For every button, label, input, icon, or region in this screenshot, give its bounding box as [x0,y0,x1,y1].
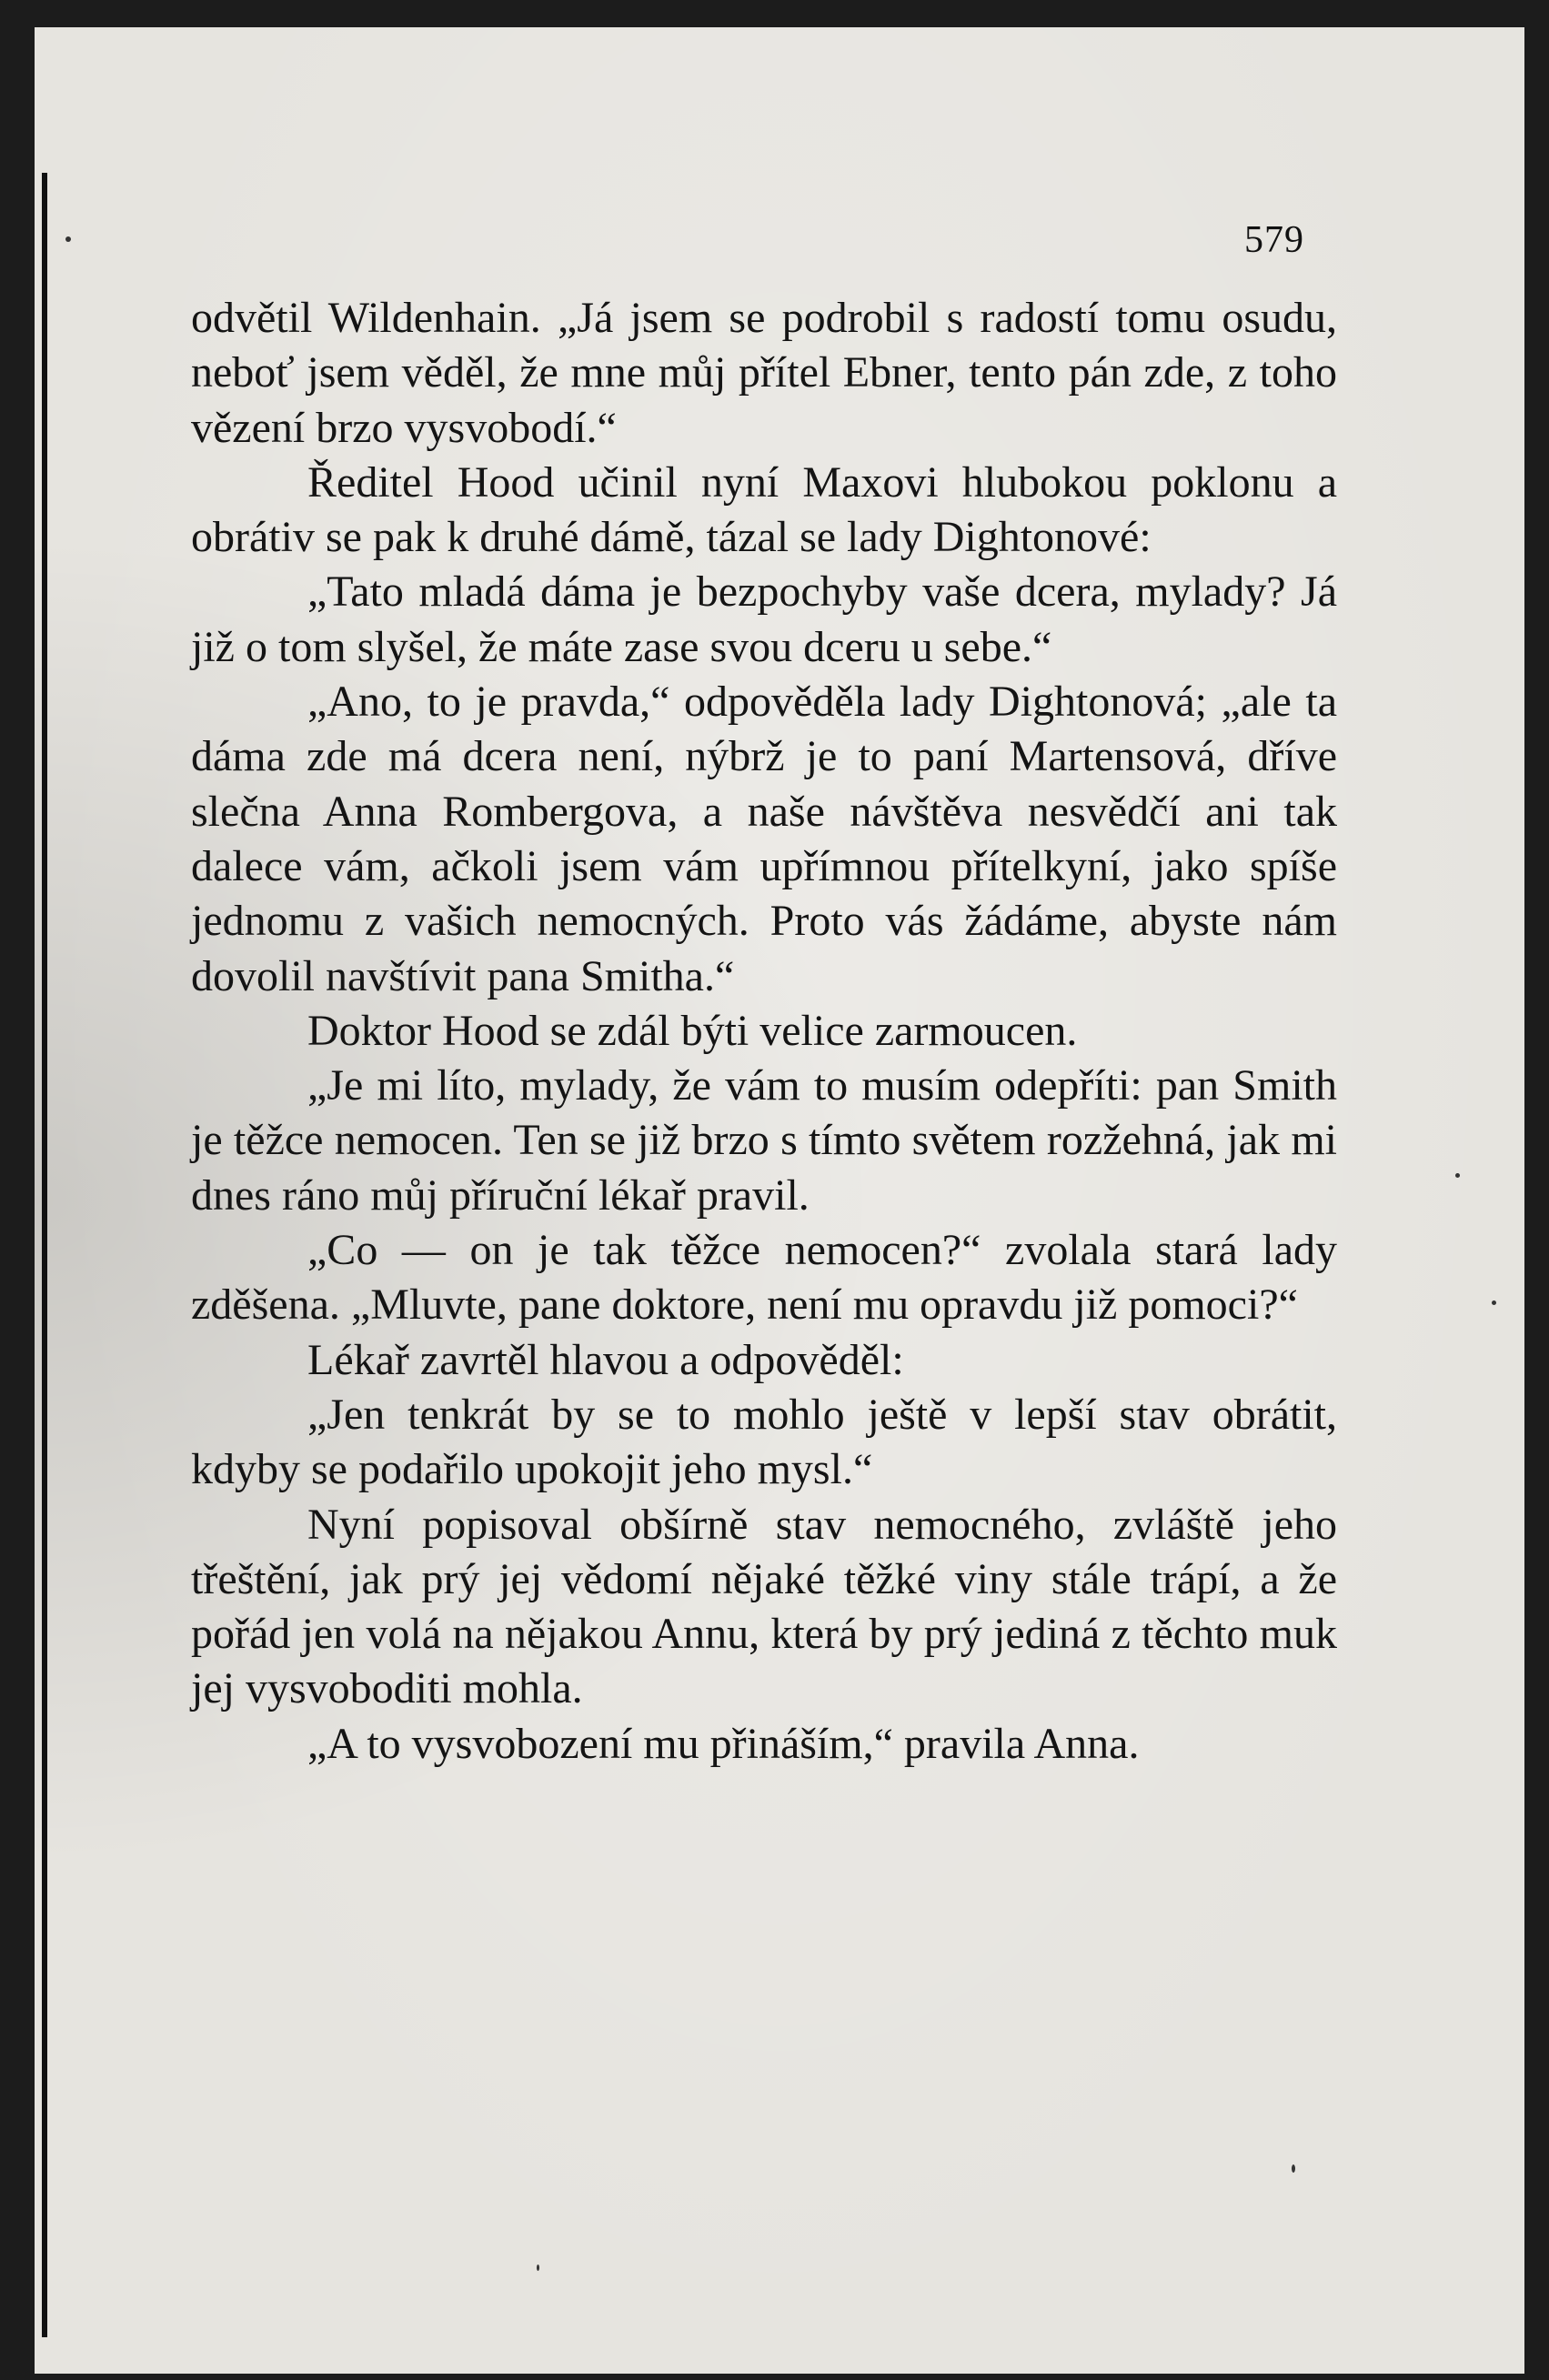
paragraph: „A to vysvobození mu přináším,“ pravila Anna. [307,1719,1140,1768]
paragraph: Doktor Hood se zdál býti velice zarmoucen. [307,1006,1078,1055]
paragraph: Nyní popisoval obšírně stav nemocného, zvláště jeho třeštění, jak prý jej vědomí nějaké těžké viny stále trápí, a že pořád jen volá na nějakou Annu, která by prý jediná z těchto muk jej vysvoboditi mohla. [191,1500,1337,1713]
binding-edge-shadow [42,173,47,2337]
scan-speck [1292,2164,1295,2173]
paragraph: Lékař zavrtěl hlavou a odpověděl: [307,1335,904,1384]
scan-speck [537,2265,539,2271]
paragraph: odvětil Wildenhain. „Já jsem se podrobil s radostí tomu osudu, neboť jsem věděl, že mne můj přítel Ebner, tento pán zde, z toho vězení brzo vysvobodí.“ [191,294,1337,452]
page-number: 579 [1244,219,1304,261]
paragraph: „Ano, to je pravda,“ odpověděla lady Dightonová; „ale ta dáma zde má dcera není, nýbrž je to paní Martensová, dříve slečna Anna Rombergova, a naše návštěva nesvědčí ani tak dalece vám, ačkoli jsem vám upřímnou přítelkyní, jako spíše jednomu z vašich nemocných. Proto vás žádáme, abyste nám dovolil navštívit pana Smitha.“ [191,678,1337,1000]
body-text [191,291,1337,1772]
paragraph: „Jen tenkrát by se to mohlo ještě v lepší stav obrátit, kdyby se podařilo upokojit jeho mysl.“ [191,1390,1337,1494]
scan-speck [1455,1173,1460,1178]
paragraph: „Je mi líto, mylady, že vám to musím odepříti: pan Smith je těžce nemocen. Ten se již brzo s tímto světem rozžehná, jak mi dnes ráno můj příruční lékař pravil. [191,1061,1337,1220]
paragraph: Ředitel Hood učinil nyní Maxovi hlubokou poklonu a obrátiv se pak k druhé dámě, tázal se lady Dightonové: [191,457,1337,562]
paragraph: „Co — on je tak těžce nemocen?“ zvolala stará lady zděšena. „Mluvte, pane doktore, není mu opravdu již pomoci?“ [191,1226,1337,1330]
scan-speck [65,236,71,242]
scan-speck [1492,1300,1496,1305]
paragraph: „Tato mladá dáma je bezpochyby vaše dcera, mylady? Já již o tom slyšel, že máte zase svou dceru u sebe.“ [191,567,1337,671]
